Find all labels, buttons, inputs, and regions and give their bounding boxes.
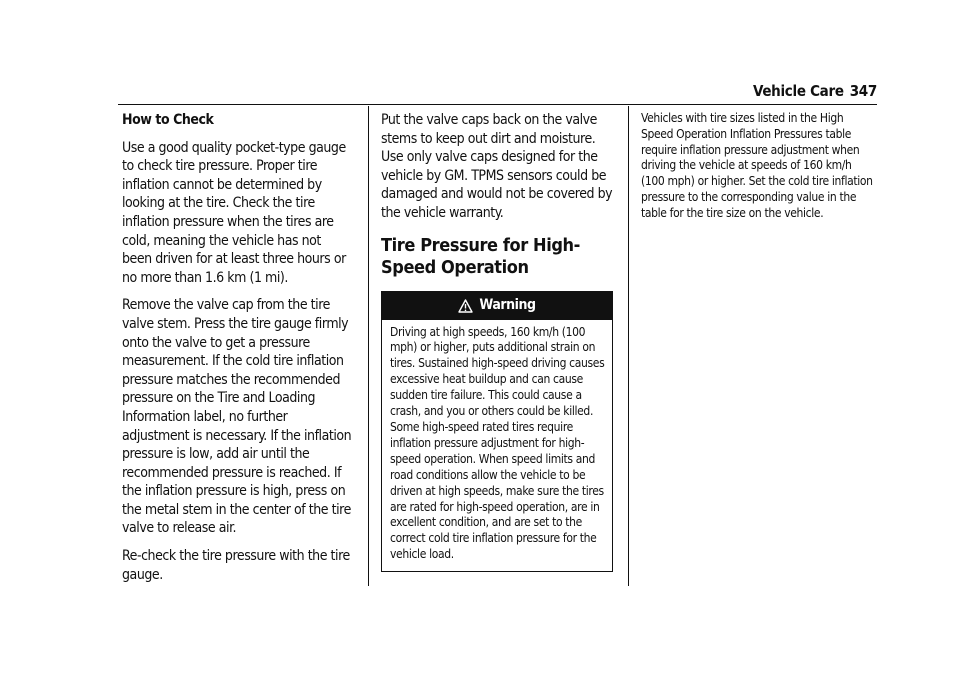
column-3 [641,111,873,231]
page-number: 347 [849,82,877,100]
header-divider [118,104,877,105]
column-divider-1 [368,106,369,586]
paragraph-recheck: Re-check the tire pressure with the tire gauge. [122,548,350,583]
section-title-high-speed: Tire Pressure for High-Speed Operation [381,234,581,278]
warning-title: Warning [479,297,536,314]
paragraph-gauge: Use a good quality pocket-type gauge to check tire pressure. Proper tire inflation cannot be determined by looking at the tire. Check the tire inflation pressure when the tires are cold, meaning the vehicle has not been driven for at least three hours or no more than 1.6 km (1 mi). [122,139,346,286]
paragraph-valve-caps-back: Put the valve caps back on the valve stems to keep out dirt and moisture. Use only valve caps designed for the vehicle by GM. TPMS sensors could be damaged and would not be covered by the vehicle warranty. [381,112,613,221]
column-divider-2 [628,106,629,586]
paragraph-high-speed-table: Vehicles with tire sizes listed in the High Speed Operation Inflation Pressures table require inflation pressure adjustment when driving the vehicle at speeds of 160 km/h (100 mph) or higher. Set the cold tire inflation pressure to the corresponding value in the table for the tire size on the vehicle. [641,111,873,220]
page-header [753,82,877,100]
section-name: Vehicle Care [753,82,844,100]
warning-text: Driving at high speeds, 160 km/h (100 mph) or higher, puts additional strain on tires. Sustained high-speed driving causes excessive heat buildup and can cause sudden tire failure. This could cause a crash, and you or others could be killed. Some high-speed rated tires require inflation pressure adjustment for high-speed operation. When speed limits and road conditions allow the vehicle to be driven at high speeds, make sure the tires are rated for high-speed operation, are in excellent condition, and are set to the correct cold tire inflation pressure for the vehicle load. [390,324,605,562]
warning-triangle-icon [458,299,473,313]
column-2 [381,111,613,572]
column-1 [122,111,354,593]
paragraph-valve-cap: Remove the valve cap from the tire valve stem. Press the tire gauge firmly onto the valve to get a pressure measurement. If the cold tire inflation pressure matches the recommended pressure on the Tire and Loading Information label, no further adjustment is necessary. If the inflation pressure is low, add air until the recommended pressure is reached. If the inflation pressure is high, press on the metal stem in the center of the tire valve to release air. [122,297,352,537]
subheading-how-to-check: How to Check [122,112,214,128]
warning-header [382,292,612,320]
warning-box [381,291,613,573]
